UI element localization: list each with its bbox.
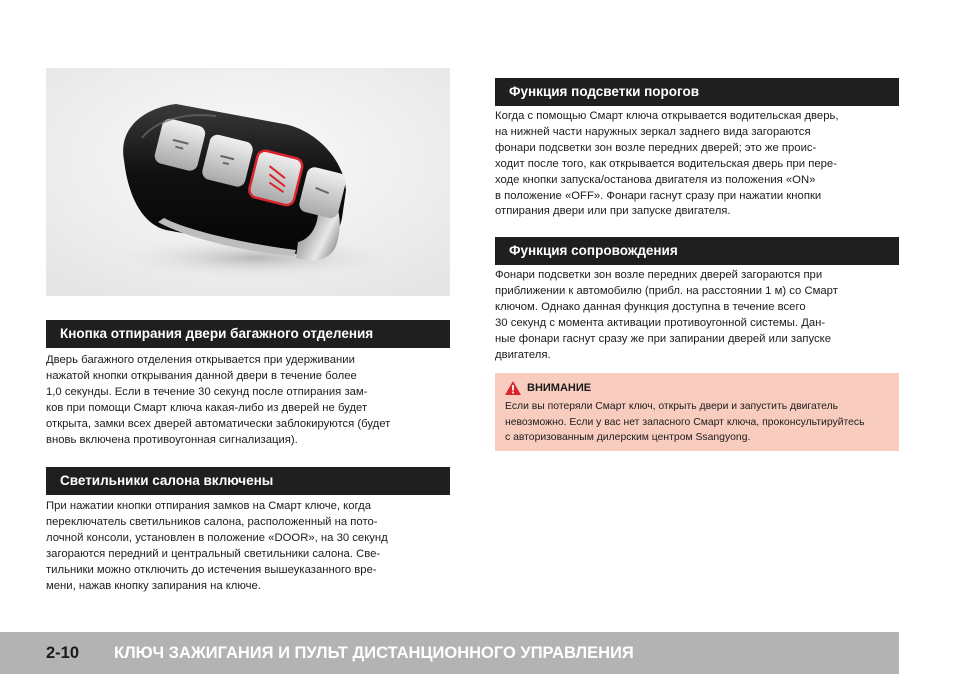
page-footer: [0, 632, 899, 674]
warning-header: [505, 381, 889, 395]
warning-triangle-icon: [505, 381, 521, 395]
paragraph-line: переключатель светильников салона, расположенный на пото-: [46, 515, 378, 528]
trunk-paragraph: [46, 353, 450, 448]
trunk-section-heading: Кнопка отпирания двери багажного отделения: [46, 320, 450, 348]
paragraph-line: При нажатии кнопки отпирания замков на Смарт ключе, когда: [46, 500, 371, 512]
warning-line: Если вы потеряли Смарт ключ, открыть двери и запустить двигатель: [505, 401, 839, 412]
paragraph-line: ключом. Однако данная функция доступна в течение всего: [495, 300, 806, 313]
paragraph-line: мени, нажав кнопку запирания на ключе.: [46, 579, 261, 592]
paragraph-line: ков при помощи Смарт ключа какая-либо из дверей не будет: [46, 401, 368, 414]
paragraph-line: открыта, замки всех дверей автоматически заблокируются (будет: [46, 417, 391, 430]
warning-box: [495, 373, 899, 451]
page-number: 2-10: [46, 643, 80, 662]
paragraph-line: фонари подсветки зон возле передних дверей; это же проис-: [495, 141, 817, 154]
warning-line: невозможно. Если у вас нет запасного Смарт ключа, проконсультируйтесь: [505, 416, 865, 428]
paragraph-line: вновь включена противоугонная сигнализация).: [46, 433, 298, 446]
paragraph-line: ходит после того, как открывается водительская дверь при пере-: [495, 157, 837, 170]
paragraph-line: отпирания двери или при запуске двигателя.: [495, 205, 731, 218]
paragraph-line: Фонари подсветки зон возле передних дверей загораются при: [495, 269, 823, 281]
interior-lights-section-heading: Светильники салона включены: [46, 467, 450, 495]
warning-title: ВНИМАНИЕ: [527, 382, 592, 394]
paragraph-line: в положение «OFF». Фонари гаснут сразу при нажатии кнопки: [495, 189, 822, 202]
paragraph-line: тильники можно отключить до истечения вышеуказанного вре-: [46, 563, 377, 576]
paragraph-line: приближении к автомобилю (прибл. на расстоянии 1 м) со Смарт: [495, 284, 838, 297]
paragraph-line: 1,0 секунды. Если в течение 30 секунд после отпирания зам-: [46, 385, 368, 398]
smart-key-photo: [46, 68, 450, 296]
paragraph-line: загораются передний и центральный светильники салона. Све-: [46, 547, 381, 560]
puddle-lamp-section-heading: Функция подсветки порогов: [495, 78, 899, 106]
paragraph-line: 30 секунд с момента активации противоугонной системы. Дан-: [495, 316, 826, 329]
interior-lights-paragraph: [46, 499, 450, 594]
escort-paragraph: [495, 268, 899, 363]
paragraph-line: ходе кнопки запуска/останова двигателя из положения «ON»: [495, 173, 816, 186]
paragraph-line: Когда с помощью Смарт ключа открывается водительская дверь,: [495, 110, 839, 122]
warning-text: [505, 399, 889, 446]
warning-line: с авторизованным дилерским центром Ssangyong.: [505, 432, 751, 444]
paragraph-line: на нижней части наружных зеркал заднего вида загораются: [495, 125, 811, 138]
paragraph-line: двигателя.: [495, 348, 551, 361]
puddle-lamp-paragraph: [495, 109, 899, 220]
escort-section-heading: Функция сопровождения: [495, 237, 899, 265]
paragraph-line: ные фонари гаснут сразу же при запирании дверей или запуске: [495, 332, 832, 345]
smart-key-illustration: [46, 68, 450, 296]
paragraph-line: лочной консоли, установлен в положение «DOOR», на 30 секунд: [46, 531, 388, 544]
paragraph-line: Дверь багажного отделения открывается при удерживании: [46, 354, 355, 366]
paragraph-line: нажатой кнопки открывания данной двери в течение более: [46, 369, 357, 382]
chapter-title: КЛЮЧ ЗАЖИГАНИЯ И ПУЛЬТ ДИСТАНЦИОННОГО УПРАВЛЕНИЯ: [114, 643, 634, 662]
